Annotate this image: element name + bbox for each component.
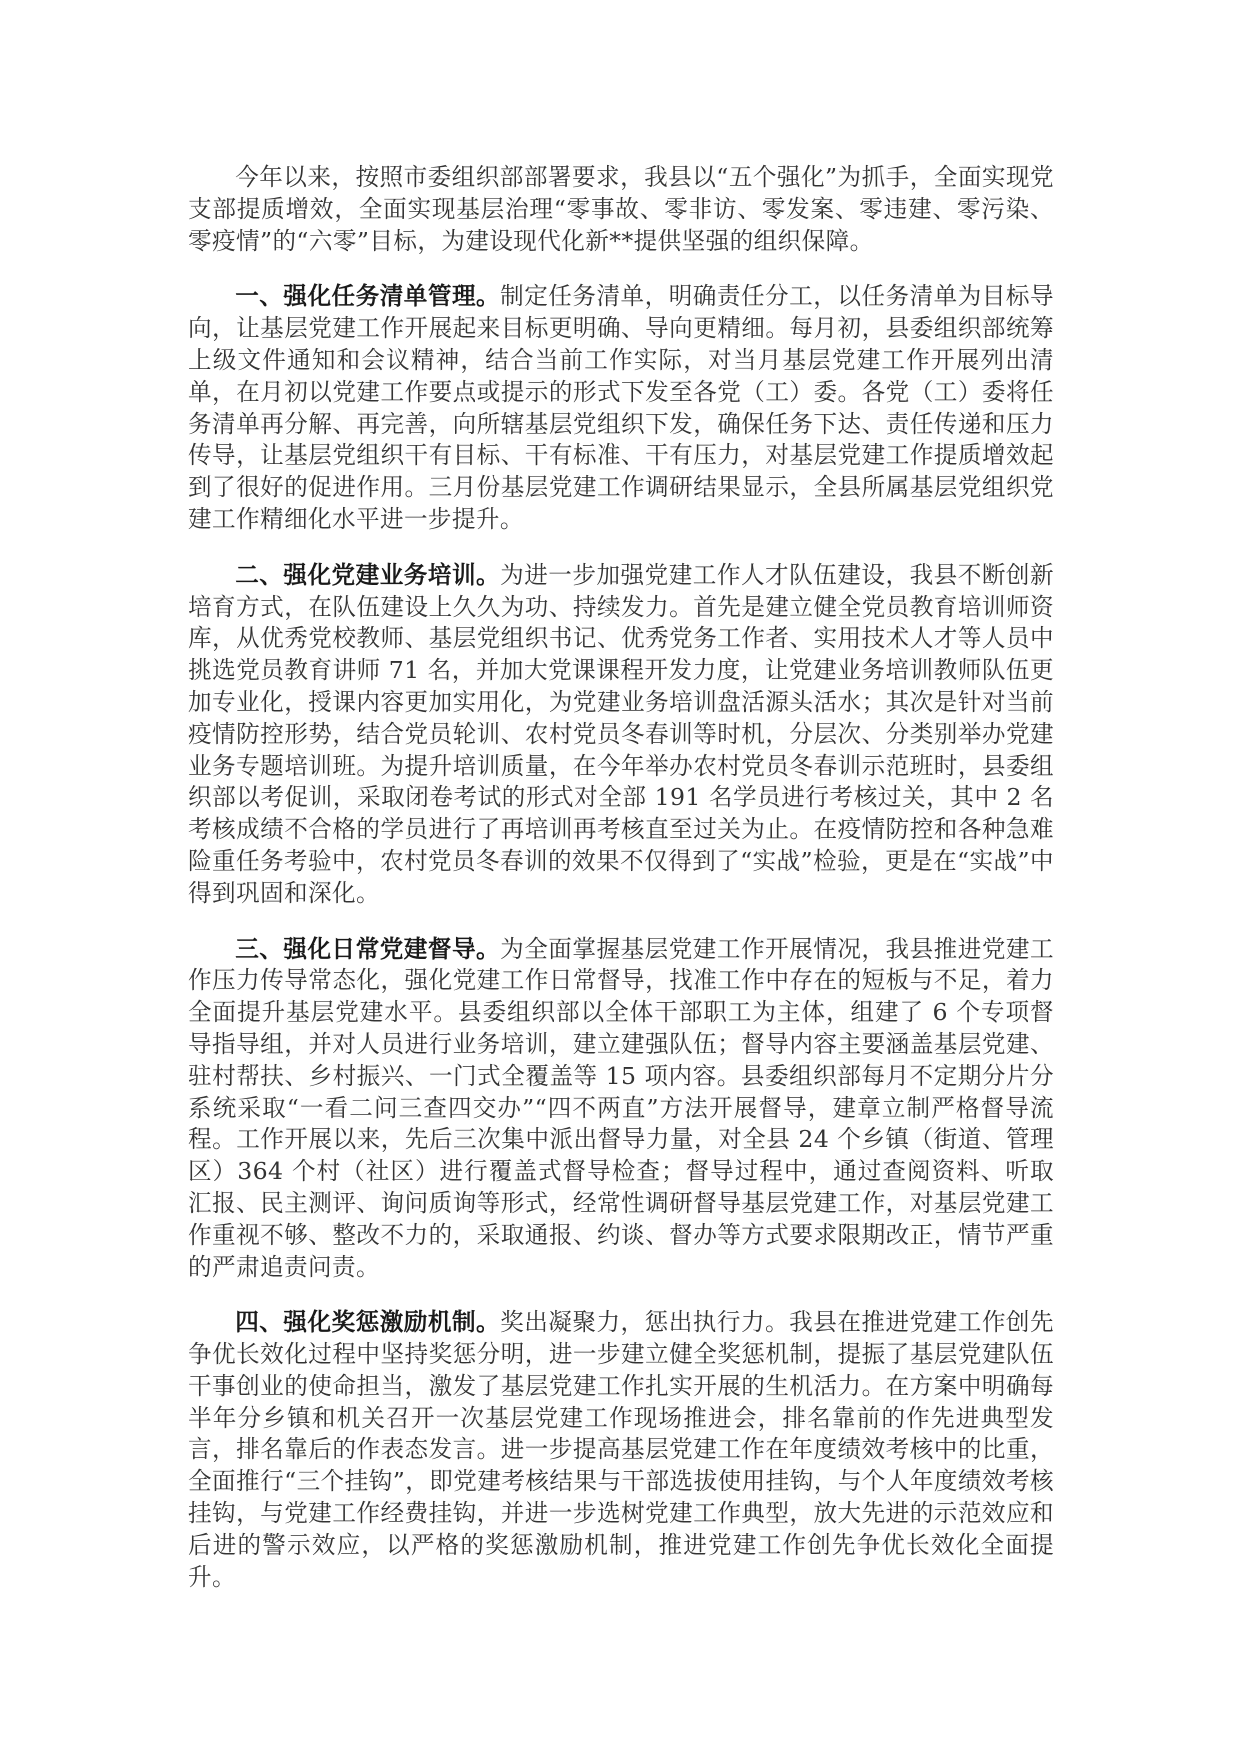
section-paragraph-3 (188, 934, 1054, 1284)
section-heading-1: 一、强化任务清单管理。 (235, 282, 501, 311)
section-heading-2: 二、强化党建业务培训。 (235, 560, 501, 589)
section-paragraph-2 (188, 560, 1054, 910)
section-heading-3: 三、强化日常党建督导。 (235, 934, 501, 963)
intro-paragraph: 今年以来，按照市委组织部部署要求，我县以“五个强化”为抓手，全面实现党支部提质增效，全面实现基层治理“零事故、零非访、零发案、零违建、零污染、零疫情”的“六零”目标，为建设现代化新**提供坚强的组织保障。 (188, 163, 1054, 255)
section-body-1: 制定任务清单，明确责任分工，以任务清单为目标导向，让基层党建工作开展起来目标更明确、导向更精细。每月初，县委组织部统筹上级文件通知和会议精神，结合当前工作实际，对当月基层党建工作开展列出清单，在月初以党建工作要点或提示的形式下发至各党（工）委。各党（工）委将任务清单再分解、再完善，向所辖基层党组织下发，确保任务下达、责任传递和压力传导，让基层党组织干有目标、干有标准、干有压力，对基层党建工作提质增效起到了很好的促进作用。三月份基层党建工作调研结果显示，全县所属基层党组织党建工作精细化水平进一步提升。 (188, 282, 1054, 533)
section-body-3: 为全面掌握基层党建工作开展情况，我县推进党建工作压力传导常态化，强化党建工作日常督导，找准工作中存在的短板与不足，着力全面提升基层党建水平。县委组织部以全体干部职工为主体，组建了 6 个专项督导指导组，并对人员进行业务培训，建立建强队伍；督导内容主要涵盖基层党建、驻村帮扶、乡村振兴、一门式全覆盖等 15 项内容。县委组织部每月不定期分片分系统采取“一看二问三查四交办”“四不两直”方法开展督导，建章立制严格督导流程。工作开展以来，先后三次集中派出督导力量，对全县 24 个乡镇（街道、管理区）364 个村（社区）进行覆盖式督导检查；督导过程中，通过查阅资料、听取汇报、民主测评、询问质询等形式，经常性调研督导基层党建工作，对基层党建工作重视不够、整改不力的，采取通报、约谈、督办等方式要求限期改正，情节严重的严肃追责问责。 (188, 934, 1054, 1281)
section-paragraph-4 (188, 1307, 1054, 1593)
section-body-2: 为进一步加强党建工作人才队伍建设，我县不断创新培育方式，在队伍建设上久久为功、持续发力。首先是建立健全党员教育培训师资库，从优秀党校教师、基层党组织书记、优秀党务工作者、实用技术人才等人员中挑选党员教育讲师 71 名，并加大党课课程开发力度，让党建业务培训教师队伍更加专业化，授课内容更加实用化，为党建业务培训盘活源头活水；其次是针对当前疫情防控形势，结合党员轮训、农村党员冬春训等时机，分层次、分类别举办党建业务专题培训班。为提升培训质量，在今年举办农村党员冬春训示范班时，县委组织部以考促训，采取闭卷考试的形式对全部 191 名学员进行考核过关，其中 2 名考核成绩不合格的学员进行了再培训再考核直至过关为止。在疫情防控和各种急难险重任务考验中，农村党员冬春训的效果不仅得到了“实战”检验，更是在“实战”中得到巩固和深化。 (188, 560, 1054, 907)
section-paragraph-1 (188, 281, 1054, 535)
section-body-4: 奖出凝聚力，惩出执行力。我县在推进党建工作创先争优长效化过程中坚持奖惩分明，进一步建立健全奖惩机制，提振了基层党建队伍干事创业的使命担当，激发了基层党建工作扎实开展的生机活力。在方案中明确每半年分乡镇和机关召开一次基层党建工作现场推进会，排名靠前的作先进典型发言，排名靠后的作表态发言。进一步提高基层党建工作在年度绩效考核中的比重，全面推行“三个挂钩”，即党建考核结果与干部选拔使用挂钩，与个人年度绩效考核挂钩，与党建工作经费挂钩，并进一步选树党建工作典型，放大先进的示范效应和后进的警示效应，以严格的奖惩激励机制，推进党建工作创先争优长效化全面提升。 (188, 1308, 1054, 1591)
document-page (188, 162, 1054, 1593)
section-heading-4: 四、强化奖惩激励机制。 (235, 1308, 501, 1337)
